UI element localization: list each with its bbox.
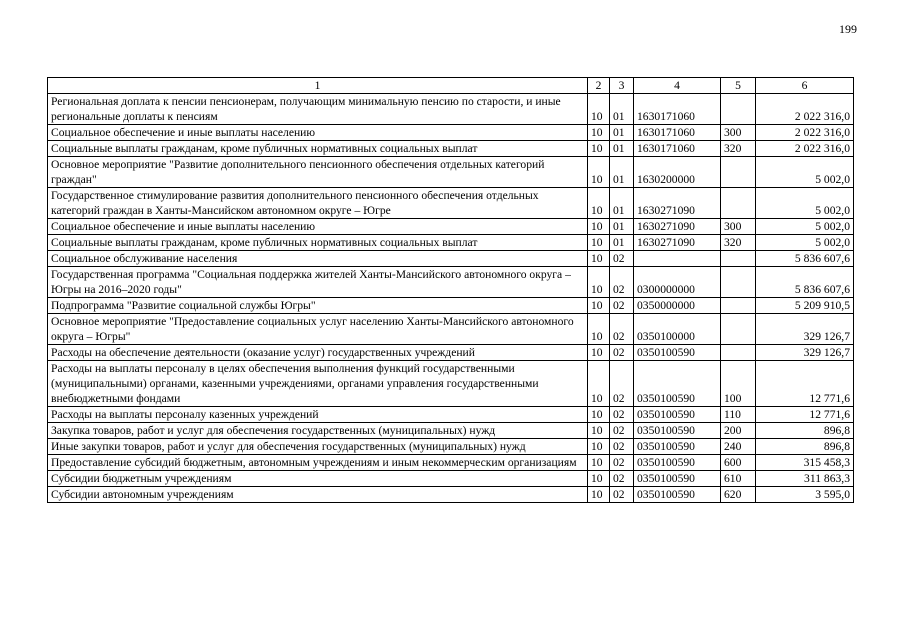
- row-subsection: 01: [610, 188, 634, 219]
- row-amount: 5 209 910,5: [756, 298, 854, 314]
- row-target-code: 0350000000: [634, 298, 721, 314]
- table-body: [48, 94, 854, 503]
- row-expense-type: [721, 345, 756, 361]
- row-name: Предоставление субсидий бюджетным, автономным учреждениям и иным некоммерческим организациям: [48, 455, 588, 471]
- table-row: [48, 267, 854, 298]
- column-header: 1: [48, 78, 588, 94]
- row-expense-type: 320: [721, 141, 756, 157]
- table-row: [48, 188, 854, 219]
- row-section: 10: [588, 188, 610, 219]
- row-amount: 5 002,0: [756, 157, 854, 188]
- row-amount: 5 836 607,6: [756, 251, 854, 267]
- row-target-code: [634, 251, 721, 267]
- row-subsection: 02: [610, 471, 634, 487]
- row-section: 10: [588, 345, 610, 361]
- row-name: Расходы на обеспечение деятельности (оказание услуг) государственных учреждений: [48, 345, 588, 361]
- column-header: 4: [634, 78, 721, 94]
- row-name: Основное мероприятие "Развитие дополнительного пенсионного обеспечения отдельных категорий граждан": [48, 157, 588, 188]
- row-expense-type: [721, 188, 756, 219]
- row-target-code: 0350100590: [634, 439, 721, 455]
- row-section: 10: [588, 94, 610, 125]
- table-row: [48, 439, 854, 455]
- row-section: 10: [588, 267, 610, 298]
- row-target-code: 0350100590: [634, 423, 721, 439]
- row-amount: 5 002,0: [756, 188, 854, 219]
- row-section: 10: [588, 455, 610, 471]
- row-section: 10: [588, 141, 610, 157]
- table-row: [48, 125, 854, 141]
- row-expense-type: [721, 157, 756, 188]
- row-subsection: 02: [610, 314, 634, 345]
- row-expense-type: 320: [721, 235, 756, 251]
- table-row: [48, 487, 854, 503]
- column-header: 3: [610, 78, 634, 94]
- row-name: Социальные выплаты гражданам, кроме публичных нормативных социальных выплат: [48, 235, 588, 251]
- row-expense-type: 610: [721, 471, 756, 487]
- row-name: Субсидии бюджетным учреждениям: [48, 471, 588, 487]
- row-subsection: 02: [610, 345, 634, 361]
- table-row: [48, 251, 854, 267]
- table-row: [48, 141, 854, 157]
- row-name: Социальное обеспечение и иные выплаты населению: [48, 219, 588, 235]
- row-subsection: 01: [610, 141, 634, 157]
- row-name: Иные закупки товаров, работ и услуг для обеспечения государственных (муниципальных) нужд: [48, 439, 588, 455]
- row-amount: 5 002,0: [756, 235, 854, 251]
- row-name: Государственное стимулирование развития дополнительного пенсионного обеспечения отдельных категорий граждан в Ханты-Мансийском автономном округе – Югре: [48, 188, 588, 219]
- row-subsection: 01: [610, 157, 634, 188]
- row-target-code: 1630171060: [634, 94, 721, 125]
- row-section: 10: [588, 439, 610, 455]
- table-row: [48, 298, 854, 314]
- table-row: [48, 471, 854, 487]
- row-section: 10: [588, 423, 610, 439]
- row-target-code: 1630271090: [634, 188, 721, 219]
- row-section: 10: [588, 157, 610, 188]
- table-row: [48, 157, 854, 188]
- page-number: 199: [839, 22, 857, 36]
- row-target-code: 0350100590: [634, 455, 721, 471]
- row-amount: 2 022 316,0: [756, 125, 854, 141]
- row-expense-type: [721, 298, 756, 314]
- row-section: 10: [588, 235, 610, 251]
- row-target-code: 1630200000: [634, 157, 721, 188]
- row-target-code: 0350100590: [634, 471, 721, 487]
- table-row: [48, 235, 854, 251]
- row-amount: 311 863,3: [756, 471, 854, 487]
- row-section: 10: [588, 487, 610, 503]
- row-amount: 2 022 316,0: [756, 141, 854, 157]
- table-row: [48, 407, 854, 423]
- row-expense-type: 600: [721, 455, 756, 471]
- row-expense-type: 300: [721, 125, 756, 141]
- row-expense-type: 300: [721, 219, 756, 235]
- row-amount: 315 458,3: [756, 455, 854, 471]
- row-section: 10: [588, 361, 610, 407]
- row-name: Региональная доплата к пенсии пенсионерам, получающим минимальную пенсию по старости, и иные региональные доплаты к пенсиям: [48, 94, 588, 125]
- row-target-code: 0350100590: [634, 407, 721, 423]
- row-name: Основное мероприятие "Предоставление социальных услуг населению Ханты-Мансийского автономного округа – Югры": [48, 314, 588, 345]
- row-subsection: 02: [610, 455, 634, 471]
- row-amount: 896,8: [756, 423, 854, 439]
- row-subsection: 01: [610, 219, 634, 235]
- row-amount: 2 022 316,0: [756, 94, 854, 125]
- row-subsection: 02: [610, 439, 634, 455]
- row-subsection: 01: [610, 125, 634, 141]
- table-row: [48, 455, 854, 471]
- row-target-code: 1630171060: [634, 141, 721, 157]
- row-target-code: 0350100590: [634, 345, 721, 361]
- row-expense-type: 110: [721, 407, 756, 423]
- row-amount: 3 595,0: [756, 487, 854, 503]
- row-amount: 12 771,6: [756, 361, 854, 407]
- row-expense-type: [721, 94, 756, 125]
- row-target-code: 0350100000: [634, 314, 721, 345]
- row-name: Субсидии автономным учреждениям: [48, 487, 588, 503]
- row-name: Расходы на выплаты персоналу казенных учреждений: [48, 407, 588, 423]
- row-subsection: 01: [610, 94, 634, 125]
- table-row: [48, 423, 854, 439]
- row-subsection: 02: [610, 487, 634, 503]
- row-amount: 12 771,6: [756, 407, 854, 423]
- row-expense-type: 100: [721, 361, 756, 407]
- row-section: 10: [588, 471, 610, 487]
- row-expense-type: 200: [721, 423, 756, 439]
- row-subsection: 02: [610, 361, 634, 407]
- row-section: 10: [588, 314, 610, 345]
- row-expense-type: [721, 251, 756, 267]
- row-section: 10: [588, 298, 610, 314]
- table-header-row: [48, 78, 854, 94]
- row-name: Закупка товаров, работ и услуг для обеспечения государственных (муниципальных) нужд: [48, 423, 588, 439]
- row-expense-type: 240: [721, 439, 756, 455]
- row-target-code: 1630171060: [634, 125, 721, 141]
- table-row: [48, 361, 854, 407]
- row-name: Социальные выплаты гражданам, кроме публичных нормативных социальных выплат: [48, 141, 588, 157]
- row-target-code: 0350100590: [634, 487, 721, 503]
- row-target-code: 1630271090: [634, 219, 721, 235]
- row-target-code: 0350100590: [634, 361, 721, 407]
- table-row: [48, 314, 854, 345]
- row-name: Подпрограмма "Развитие социальной службы Югры": [48, 298, 588, 314]
- row-section: 10: [588, 125, 610, 141]
- row-amount: 896,8: [756, 439, 854, 455]
- row-name: Расходы на выплаты персоналу в целях обеспечения выполнения функций государственными (муниципальными) органами, казенными учреждениями, органами управления государственными внебюджетными фондами: [48, 361, 588, 407]
- row-expense-type: 620: [721, 487, 756, 503]
- row-subsection: 02: [610, 423, 634, 439]
- table-row: [48, 219, 854, 235]
- row-subsection: 02: [610, 298, 634, 314]
- column-header: 6: [756, 78, 854, 94]
- row-expense-type: [721, 314, 756, 345]
- row-name: Социальное обслуживание населения: [48, 251, 588, 267]
- row-section: 10: [588, 407, 610, 423]
- table-row: [48, 94, 854, 125]
- column-header: 5: [721, 78, 756, 94]
- row-amount: 329 126,7: [756, 345, 854, 361]
- row-section: 10: [588, 219, 610, 235]
- row-expense-type: [721, 267, 756, 298]
- row-name: Социальное обеспечение и иные выплаты населению: [48, 125, 588, 141]
- budget-table: [47, 77, 854, 503]
- row-subsection: 02: [610, 251, 634, 267]
- row-target-code: 0300000000: [634, 267, 721, 298]
- row-amount: 329 126,7: [756, 314, 854, 345]
- row-subsection: 02: [610, 407, 634, 423]
- row-subsection: 02: [610, 267, 634, 298]
- row-amount: 5 836 607,6: [756, 267, 854, 298]
- row-section: 10: [588, 251, 610, 267]
- column-header: 2: [588, 78, 610, 94]
- table-row: [48, 345, 854, 361]
- row-amount: 5 002,0: [756, 219, 854, 235]
- row-name: Государственная программа "Социальная поддержка жителей Ханты-Мансийского автономного округа – Югры на 2016–2020 годы": [48, 267, 588, 298]
- row-subsection: 01: [610, 235, 634, 251]
- row-target-code: 1630271090: [634, 235, 721, 251]
